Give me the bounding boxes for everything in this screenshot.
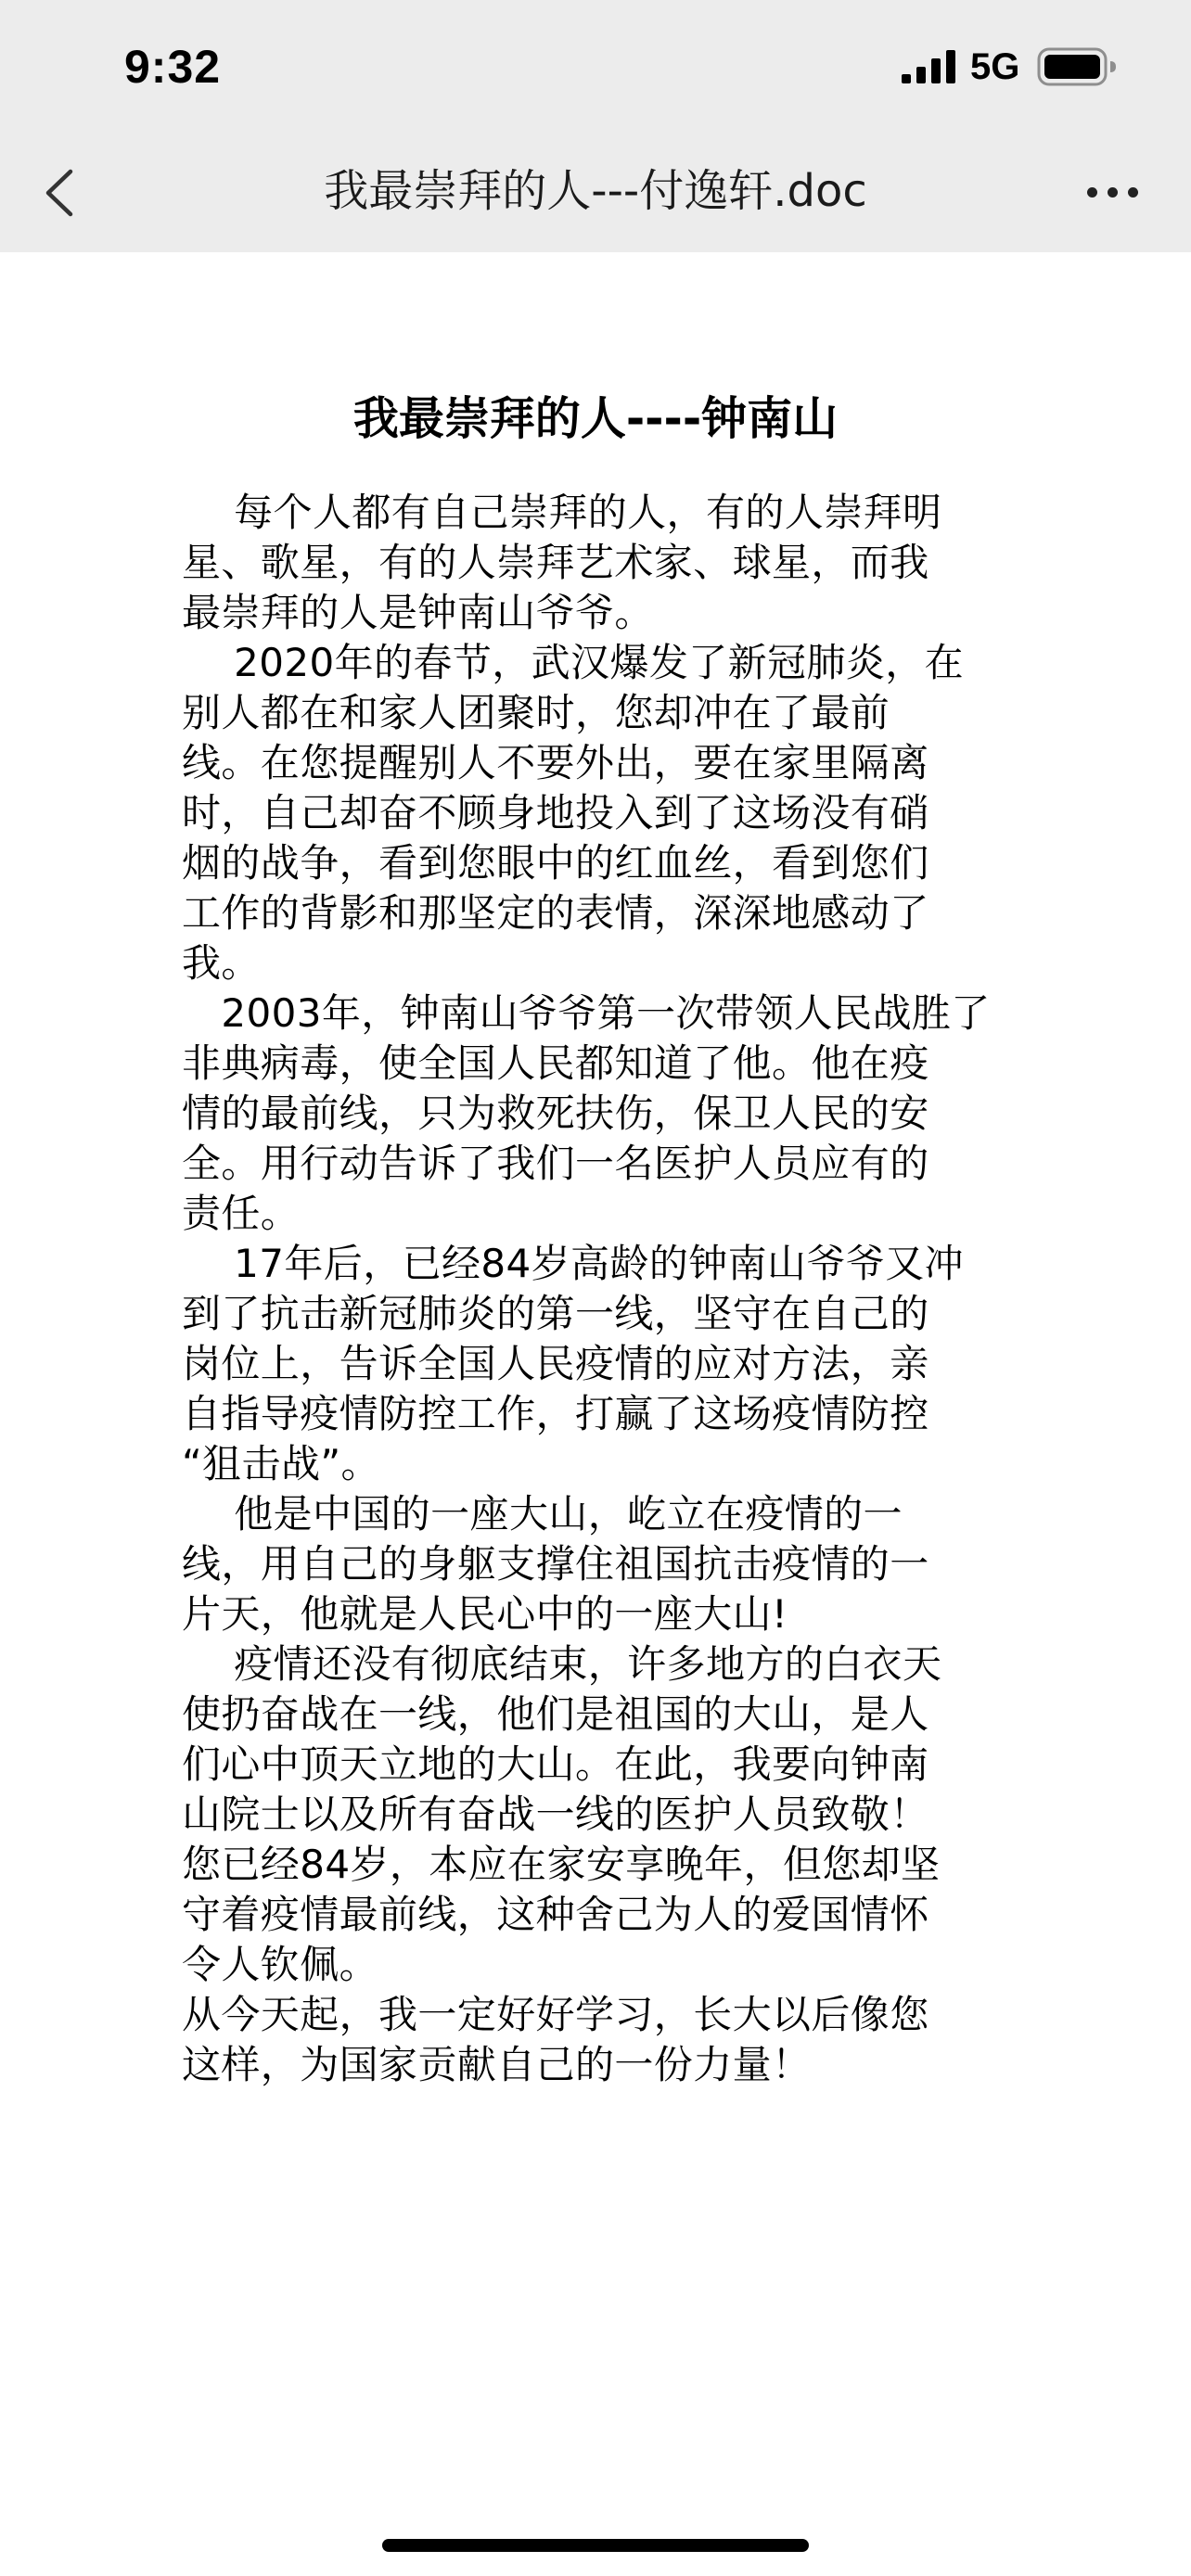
network-type-label: 5G: [970, 46, 1020, 87]
document-text-line: 烟的战争，看到您眼中的红血丝，看到您们: [182, 840, 929, 886]
document-text-line: 星、歌星，有的人崇拜艺术家、球星，而我: [182, 540, 929, 585]
document-text-line: 最崇拜的人是钟南山爷爷。: [182, 590, 654, 635]
document-view[interactable]: [0, 252, 1191, 2496]
document-text-line: 到了抗击新冠肺炎的第一线，坚守在自己的: [182, 1291, 929, 1336]
more-horizontal-icon: [1087, 187, 1097, 198]
back-button[interactable]: [28, 154, 95, 228]
document-text-line: 2020年的春节，武汉爆发了新冠肺炎，在: [182, 640, 965, 685]
status-bar: [0, 0, 1191, 130]
document-text-line: 工作的背影和那坚定的表情，深深地感动了: [182, 890, 929, 936]
document-text-line: 我。: [182, 940, 261, 986]
document-text-line: 每个人都有自己崇拜的人，有的人崇拜明: [182, 490, 942, 535]
chevron-left-icon: [43, 169, 80, 217]
more-horizontal-icon: [1128, 187, 1138, 198]
document-text-line: 山院士以及所有奋战一线的医护人员致敬！: [182, 1792, 929, 1837]
document-text-line: 令人钦佩。: [182, 1942, 379, 1987]
document-body: [182, 488, 1017, 2090]
battery-icon: [1037, 47, 1117, 86]
more-horizontal-icon: [1108, 187, 1118, 198]
document-text-line: 情的最前线，只为救死扶伤，保卫人民的安: [182, 1090, 929, 1136]
document-text-line: 这样，为国家贡献自己的一份力量！: [182, 2042, 812, 2087]
document-text-line: 守着疫情最前线，这种舍己为人的爱国情怀: [182, 1892, 929, 1937]
document-text-line: 责任。: [182, 1191, 301, 1236]
document-text-line: 片天，他就是人民心中的一座大山!: [182, 1591, 788, 1637]
more-options-button[interactable]: [1076, 163, 1150, 219]
document-file-name: 我最崇拜的人---付逸轩.doc: [324, 165, 867, 217]
document-text-line: 时，自己却奋不顾身地投入到了这场没有硝: [182, 790, 929, 835]
cellular-signal-icon: [902, 50, 957, 83]
document-text-line: 岗位上，告诉全国人民疫情的应对方法，亲: [182, 1341, 929, 1386]
document-text-line: “狙击战”。: [182, 1441, 380, 1486]
document-text-line: 线，用自己的身躯支撑住祖国抗击疫情的一: [182, 1541, 929, 1587]
status-time: 9:32: [124, 41, 222, 93]
document-text-line: 非典病毒，使全国人民都知道了他。他在疫: [182, 1040, 929, 1086]
document-text-line: 他是中国的一座大山，屹立在疫情的一: [182, 1491, 903, 1537]
document-text-line: 您已经84岁，本应在家安享晚年，但您却坚: [182, 1842, 941, 1887]
document-text-line: 自指导疫情防控工作，打赢了这场疫情防控: [182, 1391, 929, 1436]
document-text-line: 17年后，已经84岁高龄的钟南山爷爷又冲: [182, 1241, 965, 1286]
document-text-line: 们心中顶天立地的大山。在此，我要向钟南: [182, 1741, 929, 1787]
home-indicator[interactable]: [382, 2539, 809, 2552]
document-text-line: 2003年，钟南山爷爷第一次带领人民战胜了: [182, 990, 991, 1036]
document-text-line: 全。用行动告诉了我们一名医护人员应有的: [182, 1141, 929, 1186]
document-text-line: 使扔奋战在一线，他们是祖国的大山，是人: [182, 1691, 929, 1737]
document-text-line: 线。在您提醒别人不要外出，要在家里隔离: [182, 740, 929, 785]
document-title: 我最崇拜的人----钟南山: [352, 392, 839, 445]
document-text-line: 别人都在和家人团聚时，您却冲在了最前: [182, 690, 890, 735]
nav-bar: [0, 130, 1191, 252]
document-text-line: 疫情还没有彻底结束，许多地方的白衣天: [182, 1641, 942, 1687]
document-text-line: 从今天起，我一定好好学习，长大以后像您: [182, 1992, 929, 2037]
